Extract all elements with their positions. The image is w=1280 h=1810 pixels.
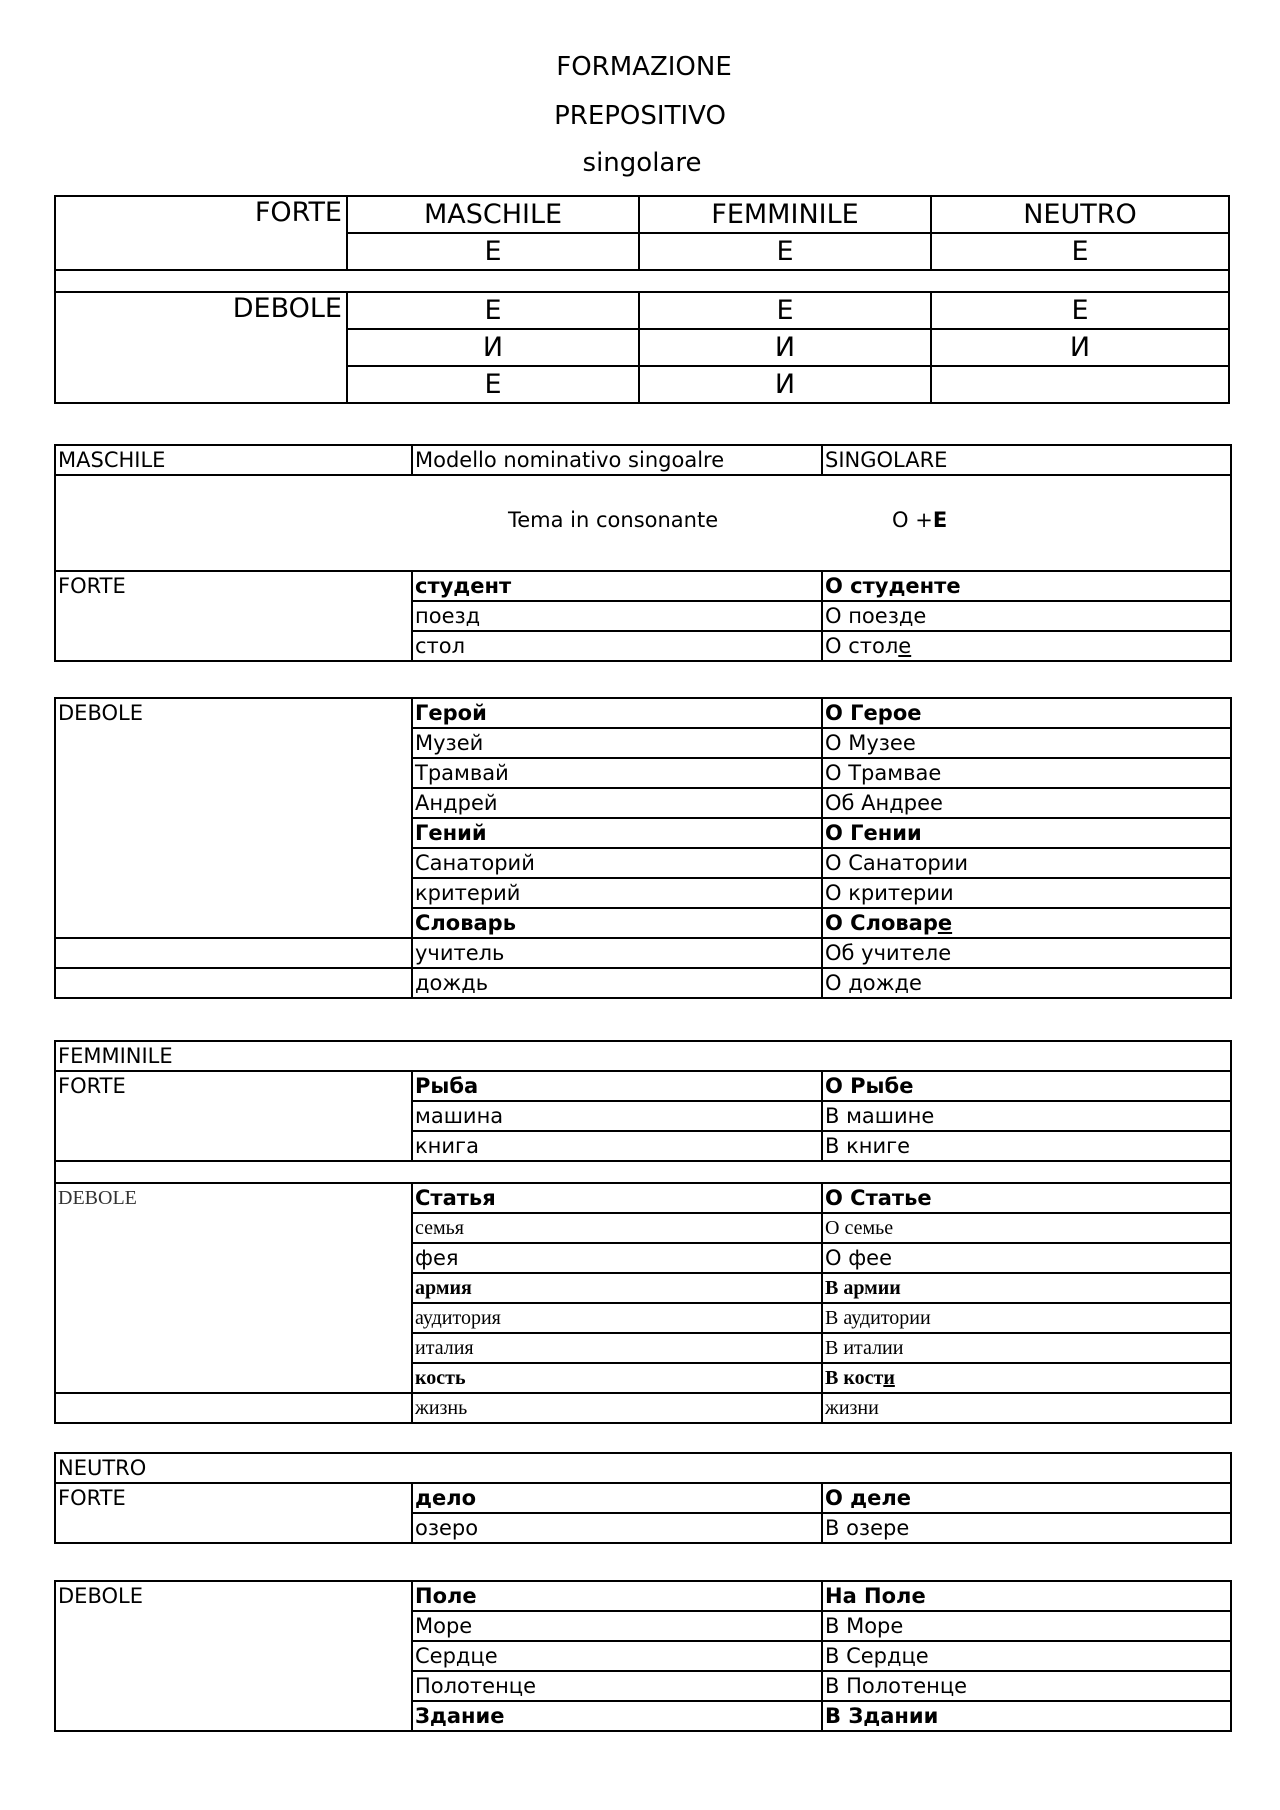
femminile-debole-prep: В италии — [822, 1333, 1231, 1363]
summary-debole-cell: E — [347, 366, 639, 403]
femminile-forte-prep: О Рыбе — [822, 1071, 1231, 1101]
summary-debole-cell: И — [931, 329, 1229, 366]
summary-header-neutro: NEUTRO — [931, 196, 1229, 233]
neutro-forte-label: FORTE — [55, 1483, 412, 1543]
femminile-forte-nom: машина — [412, 1101, 822, 1131]
femminile-debole-nom: жизнь — [412, 1393, 822, 1423]
femminile-forte-nom: Рыба — [412, 1071, 822, 1101]
prep-stem: В кост — [825, 1367, 884, 1389]
prep-stem: О Словар — [825, 911, 938, 935]
summary-debole-cell: И — [347, 329, 639, 366]
summary-forte-label: FORTE — [55, 196, 347, 270]
maschile-header-singolare: SINGOLARE — [822, 445, 1231, 475]
maschile-forte-nom: стол — [412, 631, 822, 661]
femminile-forte-nom: книга — [412, 1131, 822, 1161]
femminile-forte-prep: В книге — [822, 1131, 1231, 1161]
maschile-debole-prep: О Герое — [822, 698, 1231, 728]
femminile-forte-label: FORTE — [55, 1071, 412, 1161]
femminile-separator — [55, 1161, 1231, 1183]
neutro-forte-prep: В озере — [822, 1513, 1231, 1543]
maschile-forte-table — [54, 444, 1232, 662]
femminile-debole-prep: О Статье — [822, 1183, 1231, 1213]
maschile-forte-nom: поезд — [412, 601, 822, 631]
femminile-debole-prep: О фее — [822, 1243, 1231, 1273]
summary-debole-cell: И — [639, 329, 931, 366]
maschile-forte-label: FORTE — [55, 571, 412, 661]
maschile-debole-nom: Словарь — [412, 908, 822, 938]
maschile-forte-prep: О поезде — [822, 601, 1231, 631]
maschile-debole-nom: Герой — [412, 698, 822, 728]
summary-debole-cell — [931, 366, 1229, 403]
maschile-tema-rule-suffix: E — [932, 508, 948, 532]
femminile-debole-nom: италия — [412, 1333, 822, 1363]
maschile-forte-prep — [822, 631, 1231, 661]
femminile-debole-prep: В армии — [822, 1273, 1231, 1303]
summary-separator — [55, 270, 1229, 292]
neutro-debole-nom: Здание — [412, 1701, 822, 1731]
maschile-tema-row — [55, 475, 1231, 571]
maschile-debole-nom: Трамвай — [412, 758, 822, 788]
summary-forte-maschile: E — [347, 233, 639, 270]
maschile-debole-prep: Об учителе — [822, 938, 1231, 968]
neutro-debole-label: DEBOLE — [55, 1581, 412, 1731]
maschile-tema-label: Tema in consonante — [508, 508, 719, 532]
maschile-debole-prep: О Музее — [822, 728, 1231, 758]
maschile-debole-nom: Санаторий — [412, 848, 822, 878]
maschile-debole-nom: Музей — [412, 728, 822, 758]
femminile-debole-nom: семья — [412, 1213, 822, 1243]
neutro-debole-nom: Сердце — [412, 1641, 822, 1671]
femminile-debole-nom: фея — [412, 1243, 822, 1273]
maschile-debole-prep: О Санатории — [822, 848, 1231, 878]
maschile-debole-nom: учитель — [412, 938, 822, 968]
maschile-debole-nom: Андрей — [412, 788, 822, 818]
summary-debole-cell: И — [639, 366, 931, 403]
femminile-debole-label: DEBOLE — [55, 1183, 412, 1393]
maschile-debole-prep: О Гении — [822, 818, 1231, 848]
maschile-debole-prep: О Трамвае — [822, 758, 1231, 788]
maschile-forte-nom: студент — [412, 571, 822, 601]
neutro-debole-nom: Поле — [412, 1581, 822, 1611]
femminile-header: FEMMINILE — [55, 1041, 1231, 1071]
maschile-forte-prep: О студенте — [822, 571, 1231, 601]
summary-table — [54, 195, 1230, 404]
neutro-debole-prep: На Поле — [822, 1581, 1231, 1611]
maschile-header-model: Modello nominativo singoalre — [412, 445, 822, 475]
summary-debole-label: DEBOLE — [55, 292, 347, 403]
maschile-header-label: MASCHILE — [55, 445, 412, 475]
femminile-debole-prep: В аудитории — [822, 1303, 1231, 1333]
neutro-forte-nom: дело — [412, 1483, 822, 1513]
maschile-debole-nom: Гений — [412, 818, 822, 848]
femminile-debole-nom: кость — [412, 1363, 822, 1393]
neutro-header: NEUTRO — [55, 1453, 1231, 1483]
prep-ending: и — [883, 1367, 895, 1389]
title-formazione: FORMAZIONE — [556, 52, 732, 82]
title-prepositivo: PREPOSITIVO — [554, 101, 726, 131]
maschile-debole-label: DEBOLE — [55, 698, 412, 938]
neutro-debole-prep: В Море — [822, 1611, 1231, 1641]
neutro-debole-table — [54, 1580, 1232, 1732]
summary-header-maschile: MASCHILE — [347, 196, 639, 233]
femminile-debole-nom: армия — [412, 1273, 822, 1303]
prep-ending: е — [898, 634, 912, 658]
femminile-forte-prep: В машине — [822, 1101, 1231, 1131]
maschile-debole-prep — [822, 908, 1231, 938]
maschile-tema-rule — [892, 506, 947, 534]
neutro-debole-prep: В Здании — [822, 1701, 1231, 1731]
maschile-debole-nom: критерий — [412, 878, 822, 908]
maschile-tema-rule-prefix: O + — [892, 508, 933, 532]
maschile-debole-prep: О дожде — [822, 968, 1231, 998]
summary-debole-cell: E — [347, 292, 639, 329]
femminile-debole-nom: Статья — [412, 1183, 822, 1213]
maschile-debole-prep: Об Андрее — [822, 788, 1231, 818]
maschile-debole-nom: дождь — [412, 968, 822, 998]
maschile-debole-prep: О критерии — [822, 878, 1231, 908]
summary-debole-cell: E — [931, 292, 1229, 329]
femminile-debole-prep: О семье — [822, 1213, 1231, 1243]
prep-stem: О стол — [825, 634, 899, 658]
neutro-debole-prep: В Сердце — [822, 1641, 1231, 1671]
maschile-debole-table — [54, 697, 1232, 999]
femminile-table — [54, 1040, 1232, 1424]
neutro-forte-nom: озеро — [412, 1513, 822, 1543]
femminile-debole-prep: жизни — [822, 1393, 1231, 1423]
neutro-forte-prep: О деле — [822, 1483, 1231, 1513]
neutro-debole-nom: Море — [412, 1611, 822, 1641]
summary-debole-cell: E — [639, 292, 931, 329]
summary-header-femminile: FEMMINILE — [639, 196, 931, 233]
neutro-debole-nom: Полотенце — [412, 1671, 822, 1701]
empty-cell — [55, 968, 412, 998]
neutro-debole-prep: В Полотенце — [822, 1671, 1231, 1701]
summary-forte-neutro: E — [931, 233, 1229, 270]
empty-cell — [55, 1393, 412, 1423]
femminile-debole-nom: аудитория — [412, 1303, 822, 1333]
neutro-forte-table — [54, 1452, 1232, 1544]
prep-ending: е — [937, 911, 953, 935]
empty-cell — [55, 938, 412, 968]
femminile-debole-prep — [822, 1363, 1231, 1393]
summary-forte-femminile: E — [639, 233, 931, 270]
title-singolare: singolare — [582, 148, 702, 178]
